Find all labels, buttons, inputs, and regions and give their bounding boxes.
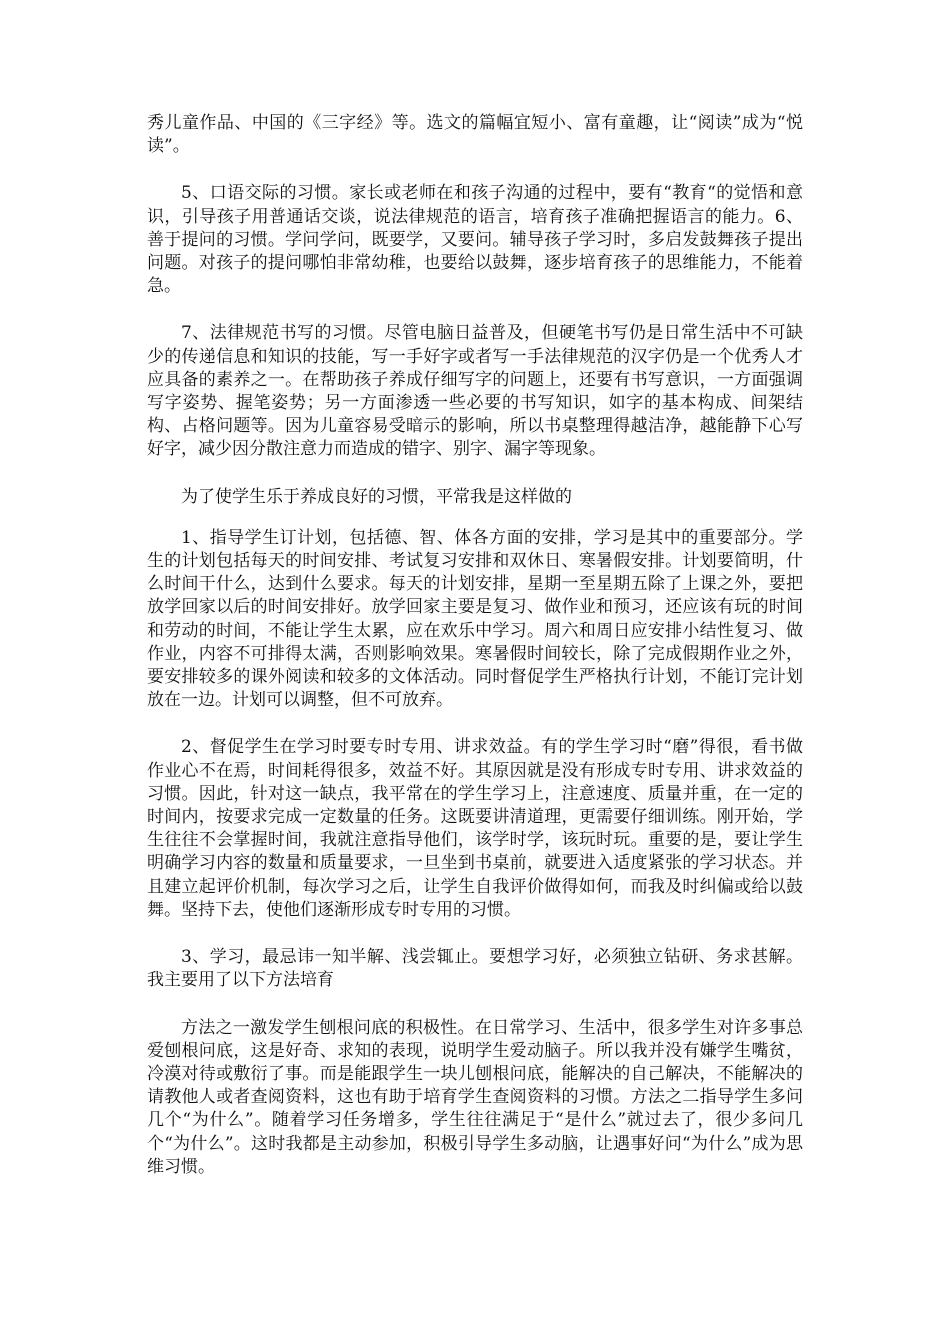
paragraph-4: 为了使学生乐于养成良好的习惯，平常我是这样做的 [181, 486, 572, 507]
paragraph-7: 3、学习，最忌讳一知半解、浅尝辄止。要想学习好，必须独立钻研、务求甚解。我主要用了以下方法培育 [147, 947, 803, 991]
paragraph-8: 方法之一激发学生刨根问底的积极性。在日常学习、生活中，很多学生对许多事总爱刨根问底，这是好奇、求知的表现，说明学生爱动脑子。所以我并没有嫌学生嘴贫，冷漠对待或敷衍了事。而是能跟学生一块儿刨根问底，能解决的自己解决，不能解决的请教他人或者查阅资料，这也有助于培育学生查阅资料的习惯。方法之二指导学生多问几个“为什么”。随着学习任务增多，学生往往满足于“是什么”就过去了，很少多问几个“为什么”。这时我都是主动参加，积极引导学生多动脑，让遇事好问“为什么”成为思维习惯。 [147, 1017, 803, 1177]
paragraph-3: 7、法律规范书写的习惯。尽管电脑日益普及，但硬笔书写仍是日常生活中不可缺少的传递信息和知识的技能，写一手好字或者写一手法律规范的汉字仍是一个优秀人才应具备的素养之一。在帮助孩子养成仔细写字的问题上，还要有书写意识，一方面强调写字姿势、握笔姿势；另一方面渗透一些必要的书写知识，如字的基本构成、间架结构、占格问题等。因为儿童容易受暗示的影响，所以书桌整理得越洁净，越能静下心写好字，减少因分散注意力而造成的错字、别字、漏字等现象。 [147, 323, 803, 460]
paragraph-2: 5、口语交际的习惯。家长或老师在和孩子沟通的过程中，要有“教育“的觉悟和意识，引导孩子用普通话交谈，说法律规范的语言，培育孩子准确把握语言的能力。6、善于提问的习惯。学问学问，既要学，又要问。辅导孩子学习时，多启发鼓舞孩子提出问题。对孩子的提问哪怕非常幼稚，也要给以鼓舞，逐步培育孩子的思维能力，不能着急。 [147, 183, 803, 297]
paragraph-6: 2、督促学生在学习时要专时专用、讲求效益。有的学生学习时“磨”得很，看书做作业心不在焉，时间耗得很多，效益不好。其原因就是没有形成专时专用、讲求效益的习惯。因此，针对这一缺点，我平常在的学生学习上，注意速度、质量并重，在一定的时间内，按要求完成一定数量的任务。这既要讲清道理，更需要仔细训练。刚开始，学生往往不会掌握时间，我就注意指导他们，该学时学，该玩时玩。重要的是，要让学生明确学习内容的数量和质量要求，一旦坐到书桌前，就要进入适度紧张的学习状态。并且建立起评价机制，每次学习之后，让学生自我评价做得如何，而我及时纠偏或给以鼓舞。坚持下去，使他们逐渐形成专时专用的习惯。 [147, 737, 803, 920]
paragraph-1: 秀儿童作品、中国的《三字经》等。选文的篇幅宜短小、富有童趣，让“阅读”成为“悦读”。 [147, 113, 803, 157]
paragraph-5: 1、指导学生订计划，包括德、智、体各方面的安排，学习是其中的重要部分。学生的计划包括每天的时间安排、考试复习安排和双休日、寒暑假安排。计划要简明，什么时间干什么，达到什么要求。每天的计划安排，星期一至星期五除了上课之外，要把放学回家以后的时间安排好。放学回家主要是复习、做作业和预习，还应该有玩的时间和劳动的时间，不能让学生太累，应在欢乐中学习。周六和周日应安排小结性复习、做作业，内容不可排得太满，否则影响效果。寒暑假时间较长，除了完成假期作业之外，要安排较多的课外阅读和较多的文体活动。同时督促学生严格执行计划，不能订完计划放在一边。计划可以调整，但不可放弃。 [147, 527, 803, 711]
